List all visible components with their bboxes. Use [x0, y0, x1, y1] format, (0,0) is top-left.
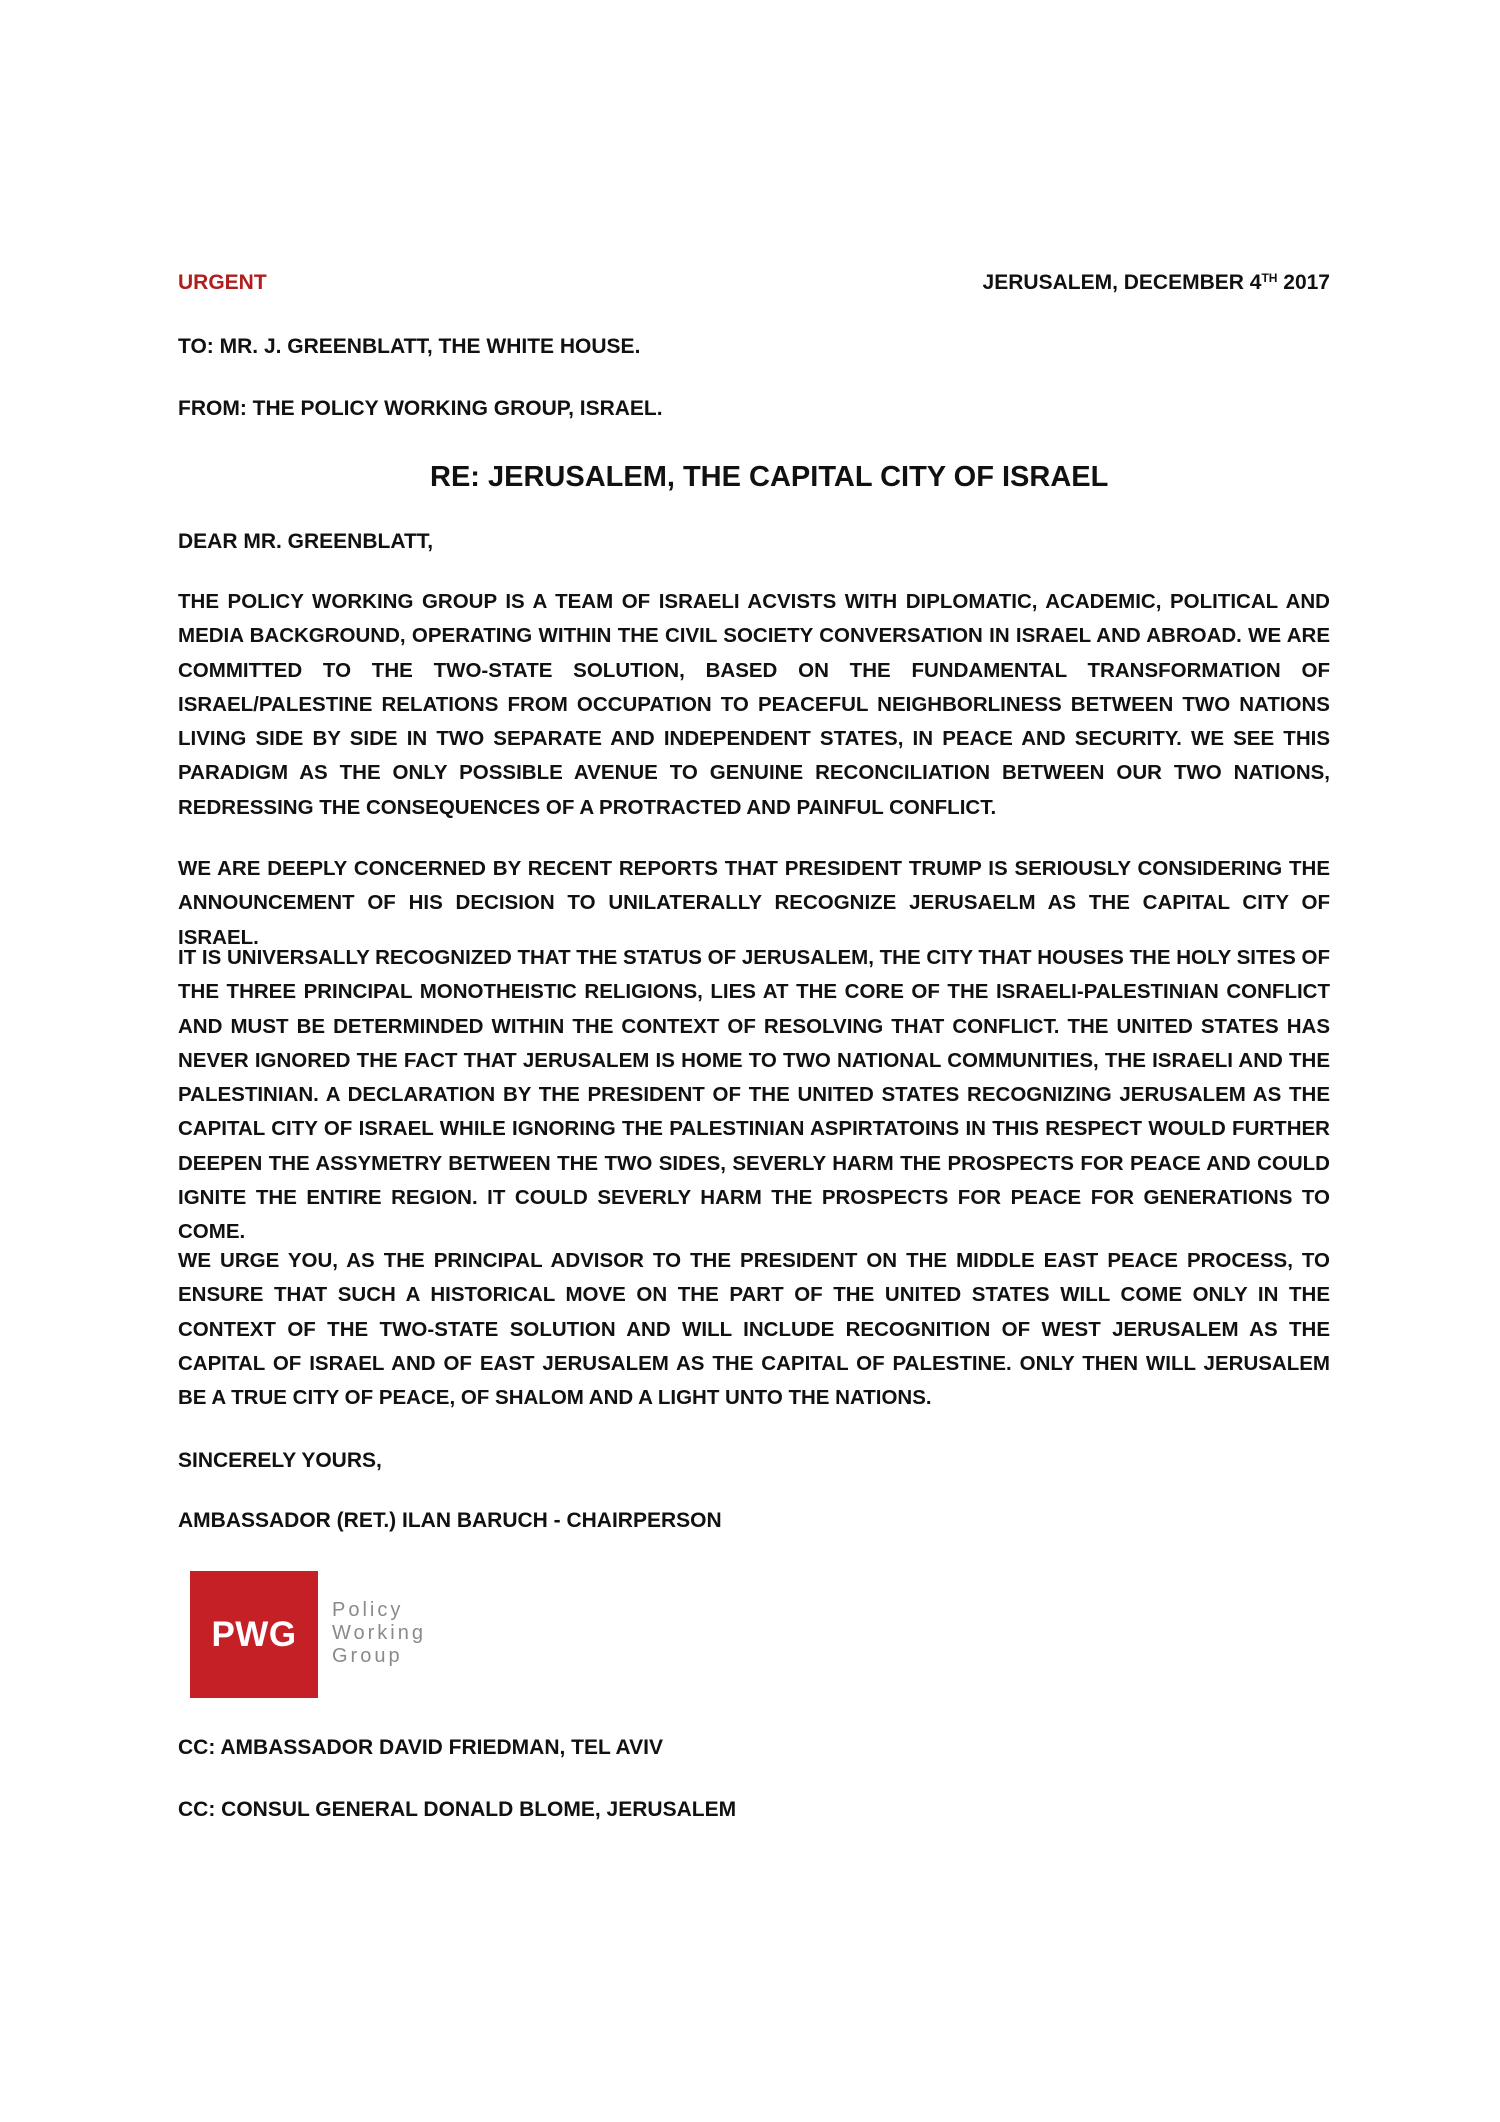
date-ordinal: TH: [1261, 271, 1278, 285]
body-paragraph-4: WE URGE YOU, AS THE PRINCIPAL ADVISOR TO THE PRESIDENT ON THE MIDDLE EAST PEACE PROCESS, TO ENSURE THAT SUCH A HISTORICAL MOVE ON THE PART OF THE UNITED STATES WILL COME ONLY IN THE CONTEXT OF THE TWO-STATE SOLUTION AND WILL INCLUDE RECOGNITION OF WEST JERUSALEM AS THE CAPITAL OF ISRAEL AND OF EAST JERUSALEM AS THE CAPITAL OF PALESTINE. ONLY THEN WILL JERUSALEM BE A TRUE CITY OF PEACE, OF SHALOM AND A LIGHT UNTO THE NATIONS.: [178, 1249, 1330, 1410]
to-line: TO: MR. J. GREENBLATT, THE WHITE HOUSE.: [178, 335, 641, 358]
cc-line-1: CC: AMBASSADOR DAVID FRIEDMAN, TEL AVIV: [178, 1736, 663, 1759]
signer-line: AMBASSADOR (RET.) ILAN BARUCH - CHAIRPERSON: [178, 1509, 722, 1532]
salutation: DEAR MR. GREENBLATT,: [178, 530, 434, 553]
logo-word-group: Group: [332, 1645, 403, 1667]
body-paragraph-2: WE ARE DEEPLY CONCERNED BY RECENT REPORTS THAT PRESIDENT TRUMP IS SERIOUSLY CONSIDERING THE ANNOUNCEMENT OF HIS DECISION TO UNILATERALLY RECOGNIZE JERUSAELM AS THE CAPITAL CITY OF ISRAEL.: [178, 857, 1330, 949]
letter-date: [983, 270, 1330, 295]
logo-word-policy: Policy: [332, 1599, 404, 1621]
from-line: FROM: THE POLICY WORKING GROUP, ISRAEL.: [178, 397, 663, 420]
logo-word-working: Working: [332, 1622, 426, 1644]
date-prefix: JERUSALEM, DECEMBER 4: [982, 271, 1262, 294]
date-year: 2017: [1277, 271, 1330, 294]
pwg-logo: [190, 1571, 438, 1698]
body-paragraph-1: THE POLICY WORKING GROUP IS A TEAM OF ISRAELI ACVISTS WITH DIPLOMATIC, ACADEMIC, POLITICAL AND MEDIA BACKGROUND, OPERATING WITHIN THE CIVIL SOCIETY CONVERSATION IN ISRAEL AND ABROAD. WE ARE COMMITTED TO THE TWO-STATE SOLUTION, BASED ON THE FUNDAMENTAL TRANSFORMATION OF ISRAEL/PALESTINE RELATIONS FROM OCCUPATION TO PEACEFUL NEIGHBORLINESS BETWEEN TWO NATIONS LIVING SIDE BY SIDE IN TWO SEPARATE AND INDEPENDENT STATES, IN PEACE AND SECURITY. WE SEE THIS PARADIGM AS THE ONLY POSSIBLE AVENUE TO GENUINE RECONCILIATION BETWEEN OUR TWO NATIONS, REDRESSING THE CONSEQUENCES OF A PROTRACTED AND PAINFUL CONFLICT.: [178, 590, 1330, 819]
cc-line-2: CC: CONSUL GENERAL DONALD BLOME, JERUSALEM: [178, 1798, 737, 1821]
subject-line: RE: JERUSALEM, THE CAPITAL CITY OF ISRAEL: [430, 461, 1109, 493]
urgent-label: URGENT: [178, 271, 267, 294]
closing-line: SINCERELY YOURS,: [178, 1449, 382, 1472]
pwg-logo-wordmark: [332, 1571, 426, 1698]
pwg-logo-box: PWG: [190, 1571, 318, 1698]
body-paragraph-3: IT IS UNIVERSALLY RECOGNIZED THAT THE STATUS OF JERUSALEM, THE CITY THAT HOUSES THE HOLY SITES OF THE THREE PRINCIPAL MONOTHEISTIC RELIGIONS, LIES AT THE CORE OF THE ISRAELI-PALESTINIAN CONFLICT AND MUST BE DETERMINDED WITHIN THE CONTEXT OF RESOLVING THAT CONFLICT. THE UNITED STATES HAS NEVER IGNORED THE FACT THAT JERUSALEM IS HOME TO TWO NATIONAL COMMUNITIES, THE ISRAELI AND THE PALESTINIAN. A DECLARATION BY THE PRESIDENT OF THE UNITED STATES RECOGNIZING JERUSALEM AS THE CAPITAL CITY OF ISRAEL WHILE IGNORING THE PALESTINIAN ASPIRTATOINS IN THIS RESPECT WOULD FURTHER DEEPEN THE ASSYMETRY BETWEEN THE TWO SIDES, SEVERLY HARM THE PROSPECTS FOR PEACE AND COULD IGNITE THE ENTIRE REGION. IT COULD SEVERLY HARM THE PROSPECTS FOR PEACE FOR GENERATIONS TO COME.: [178, 946, 1330, 1244]
